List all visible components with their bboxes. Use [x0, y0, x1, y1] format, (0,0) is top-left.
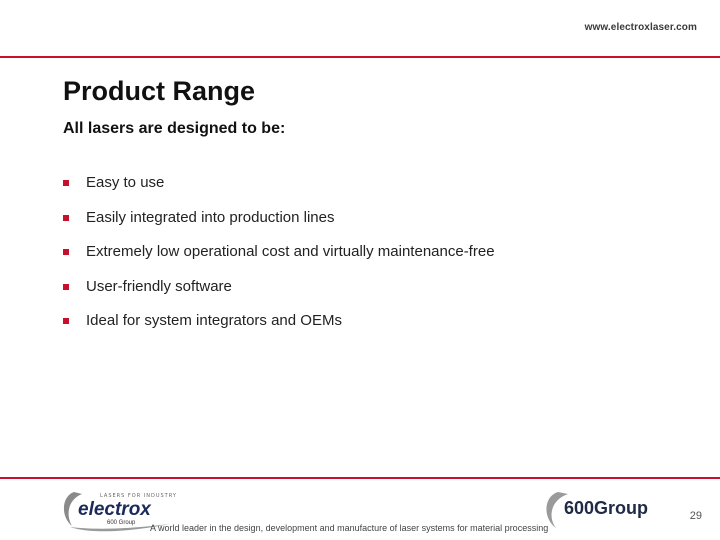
- bullet-item: [63, 209, 495, 244]
- bullet-text: Easily integrated into production lines: [86, 208, 335, 226]
- logo-sub: 600 Group: [107, 520, 136, 526]
- page-number: 29: [689, 510, 702, 522]
- bullet-square-icon: [63, 180, 69, 186]
- bullet-square-icon: [63, 215, 69, 221]
- bullet-list: [63, 174, 495, 347]
- bullet-text: Extremely low operational cost and virtually maintenance-free: [86, 243, 495, 260]
- bullet-item: [63, 278, 495, 313]
- footer-divider: [0, 477, 720, 479]
- bullet-text: Ideal for system integrators and OEMs: [86, 312, 342, 329]
- logo-brand: electrox: [78, 499, 151, 520]
- bullet-item: [63, 174, 495, 209]
- bullet-text: Easy to use: [86, 174, 165, 191]
- footer-tagline: A world leader in the design, development and manufacture of laser systems for material processing: [150, 523, 549, 533]
- bullet-text: User-friendly software: [86, 277, 232, 295]
- slide-subtitle: All lasers are designed to be:: [63, 120, 286, 137]
- group-logo-text: 600Group: [564, 498, 649, 518]
- slide-title: Product Range: [63, 76, 256, 106]
- bullet-square-icon: [63, 284, 69, 290]
- bullet-item: [63, 243, 495, 278]
- bullet-square-icon: [63, 318, 69, 324]
- site-url: www.electroxlaser.com: [584, 22, 697, 33]
- bullet-square-icon: [63, 249, 69, 255]
- bullet-item: [63, 312, 495, 347]
- 600-group-logo: [542, 488, 666, 532]
- header-divider: [0, 56, 720, 58]
- logo-top-text: LASERS FOR INDUSTRY: [100, 493, 177, 499]
